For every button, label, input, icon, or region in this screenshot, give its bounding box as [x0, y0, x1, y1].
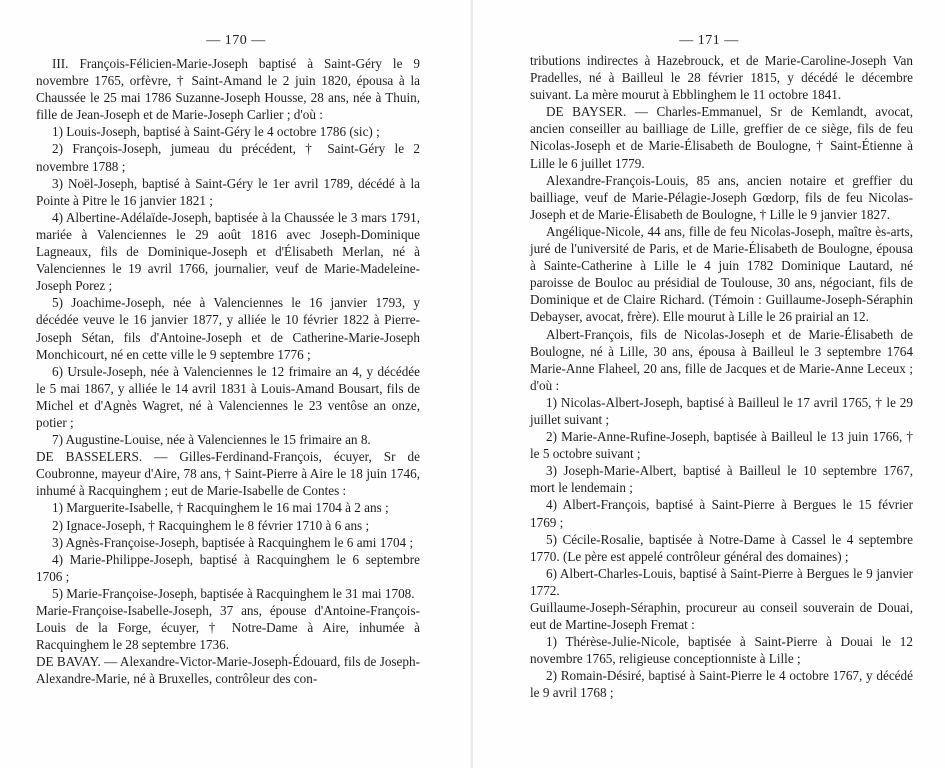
- list-item: 5) Cécile-Rosalie, baptisée à Notre-Dame à Cassel le 4 septembre 1770. (Le père est appelé contrôleur général des domaines) ;: [530, 531, 913, 564]
- list-item: 1) Nicolas-Albert-Joseph, baptisé à Bailleul le 17 avril 1765, † le 29 juillet suivant ;: [530, 394, 913, 427]
- list-item: 4) Marie-Philippe-Joseph, baptisé à Racquinghem le 6 septembre 1706 ;: [36, 551, 420, 584]
- list-item: 2) Romain-Désiré, baptisé à Saint-Pierre le 4 octobre 1767, y décédé le 9 avril 1768 ;: [530, 668, 913, 701]
- list-item: 5) Marie-Françoise-Joseph, baptisée à Racquinghem le 31 mai 1708.: [52, 585, 415, 601]
- paragraph: Albert-François, fils de Nicolas-Joseph et de Marie-Élisabeth de Boulogne, né à Lille, 30 ans, épousa à Bailleul le 3 septembre 1764 Marie-Anne Flaheel, 20 ans, fille de Jacques et de Marie-Anne Leceux ; d'où :: [530, 326, 913, 393]
- page-number-171: — 171 —: [679, 33, 739, 48]
- list-item: 3) Noël-Joseph, baptisé à Saint-Géry le 1er avril 1789, décédé à la Pointe à Pitre le 16 janvier 1821 ;: [36, 175, 420, 208]
- family-entry: DE BAYSER. — Charles-Emmanuel, Sr de Kemlandt, avocat, ancien conseiller au bailliage de Lille, greffier de ce siège, fils de feu Nicolas-Joseph et de Marie-Élisabeth de Boulogne, † Saint-Étienne à Lille le 6 juillet 1779.: [530, 104, 913, 171]
- paragraph: Marie-Françoise-Isabelle-Joseph, 37 ans, épouse d'Antoine-François-Louis de la Forge, écuyer, † Notre-Dame à Aire, inhumée à Racquinghem le 28 septembre 1736.: [36, 603, 420, 653]
- list-item: 7) Augustine-Louise, née à Valenciennes le 15 frimaire an 8.: [52, 432, 371, 448]
- left-page: [0, 0, 472, 768]
- family-entry: DE BAVAY. — Alexandre-Victor-Marie-Joseph-Édouard, fils de Joseph-Alexandre-Marie, né à Bruxelles, contrôleur des con-: [36, 654, 420, 687]
- list-item: 3) Agnès-Françoise-Joseph, baptisée à Racquinghem le 6 ami 1704 ;: [52, 534, 414, 550]
- list-item: 6) Ursule-Joseph, née à Valenciennes le 12 frimaire an 4, y décédée le 5 mai 1867, y alliée le 14 avril 1831 à Louis-Amand Bousart, fils de Michel et d'Agnès Wagret, né à Valenciennes le 23 ventôse an onze, potier ;: [36, 363, 420, 430]
- left-page-text: [36, 55, 420, 687]
- list-item: 4) Albert-François, baptisé à Saint-Pierre à Bergues le 15 février 1769 ;: [530, 497, 913, 530]
- list-item: 5) Joachime-Joseph, née à Valenciennes le 16 janvier 1793, y décédée veuve le 16 janvier 1877, y alliée le 10 février 1822 à Pierre-Joseph Sétan, fils d'Antoine-Joseph et de Catherine-Marie-Joseph Monchicourt, né en cette ville le 9 septembre 1776 ;: [36, 295, 420, 362]
- list-item: 3) Joseph-Marie-Albert, baptisé à Bailleul le 10 septembre 1767, mort le lendemain ;: [530, 463, 913, 496]
- right-page: [473, 0, 945, 768]
- list-item: 2) François-Joseph, jumeau du précédent, † Saint-Géry le 2 novembre 1788 ;: [36, 141, 420, 174]
- list-item: 1) Marguerite-Isabelle, † Racquinghem le 16 mai 1704 à 2 ans ;: [52, 500, 389, 516]
- list-item: 1) Louis-Joseph, baptisé à Saint-Géry le 4 octobre 1786 (sic) ;: [52, 124, 380, 140]
- list-item: 1) Thérèse-Julie-Nicole, baptisée à Saint-Pierre à Douai le 12 novembre 1765, religieuse conceptionniste à Lille ;: [530, 634, 913, 667]
- paragraph: tributions indirectes à Hazebrouck, et de Marie-Caroline-Joseph Van Pradelles, né à Bailleul le 28 février 1815, y décédé le décembre suivant. La mère mourut à Ebblinghem le 11 octobre 1841.: [530, 53, 913, 103]
- list-item: 2) Marie-Anne-Rufine-Joseph, baptisée à Bailleul le 13 juin 1766, † le 5 octobre suivant ;: [530, 429, 913, 462]
- paragraph: Guillaume-Joseph-Séraphin, procureur au conseil souverain de Douai, eut de Martine-Joseph Fremat :: [530, 600, 913, 633]
- list-item: 4) Albertine-Adélaïde-Joseph, baptisée à la Chaussée le 3 mars 1791, mariée à Valenciennes le 29 août 1816 avec Joseph-Dominique Lagneaux, fils de Dominique-Joseph et d'Élisabeth Merlan, né à Valenciennes le 19 avril 1766, journalier, veuf de Marie-Madeleine-Joseph Porez ;: [36, 209, 420, 294]
- list-item: 6) Albert-Charles-Louis, baptisé à Saint-Pierre à Bergues le 9 janvier 1772.: [530, 565, 913, 598]
- list-item: 2) Ignace-Joseph, † Racquinghem le 8 février 1710 à 6 ans ;: [52, 517, 370, 533]
- paragraph: Alexandre-François-Louis, 85 ans, ancien notaire et greffier du bailliage, veuf de Marie-Pélagie-Joseph Gœdorp, fils de feu Nicolas-Joseph et de Marie-Élisabeth de Boulogne, † Lille le 9 janvier 1827.: [530, 172, 913, 222]
- right-page-text: [530, 52, 913, 702]
- family-entry: DE BASSELERS. — Gilles-Ferdinand-François, écuyer, Sr de Coubronne, mayeur d'Aire, 78 ans, † Saint-Pierre à Aire le 18 juin 1746, inhumé à Racquinghem ; eut de Marie-Isabelle de Contes :: [36, 449, 420, 499]
- paragraph: Angélique-Nicole, 44 ans, fille de feu Nicolas-Joseph, maître ès-arts, juré de l'université de Paris, et de Marie-Élisabeth de Boulogne, épousa à Sainte-Catherine à Lille le 4 juin 1782 Dominique Lautard, né paroisse de Bouloc au présidial de Toulouse, 30 ans, négociant, fils de Dominique et de Claire Richard. (Témoin : Guillaume-Joseph-Séraphin Debayser, avocat, frère). Elle mourut à Lille le 26 prairial an 12.: [530, 223, 913, 325]
- page-number-170: — 170 —: [206, 33, 266, 48]
- paragraph: III. François-Félicien-Marie-Joseph baptisé à Saint-Géry le 9 novembre 1765, orfèvre, † Saint-Amand le 2 juin 1820, épousa à la Chaussée le 25 mai 1786 Suzanne-Joseph Housse, 28 ans, née à Thuin, fille de Jean-Joseph et de Marie-Joseph Carlier ; d'où :: [36, 56, 420, 123]
